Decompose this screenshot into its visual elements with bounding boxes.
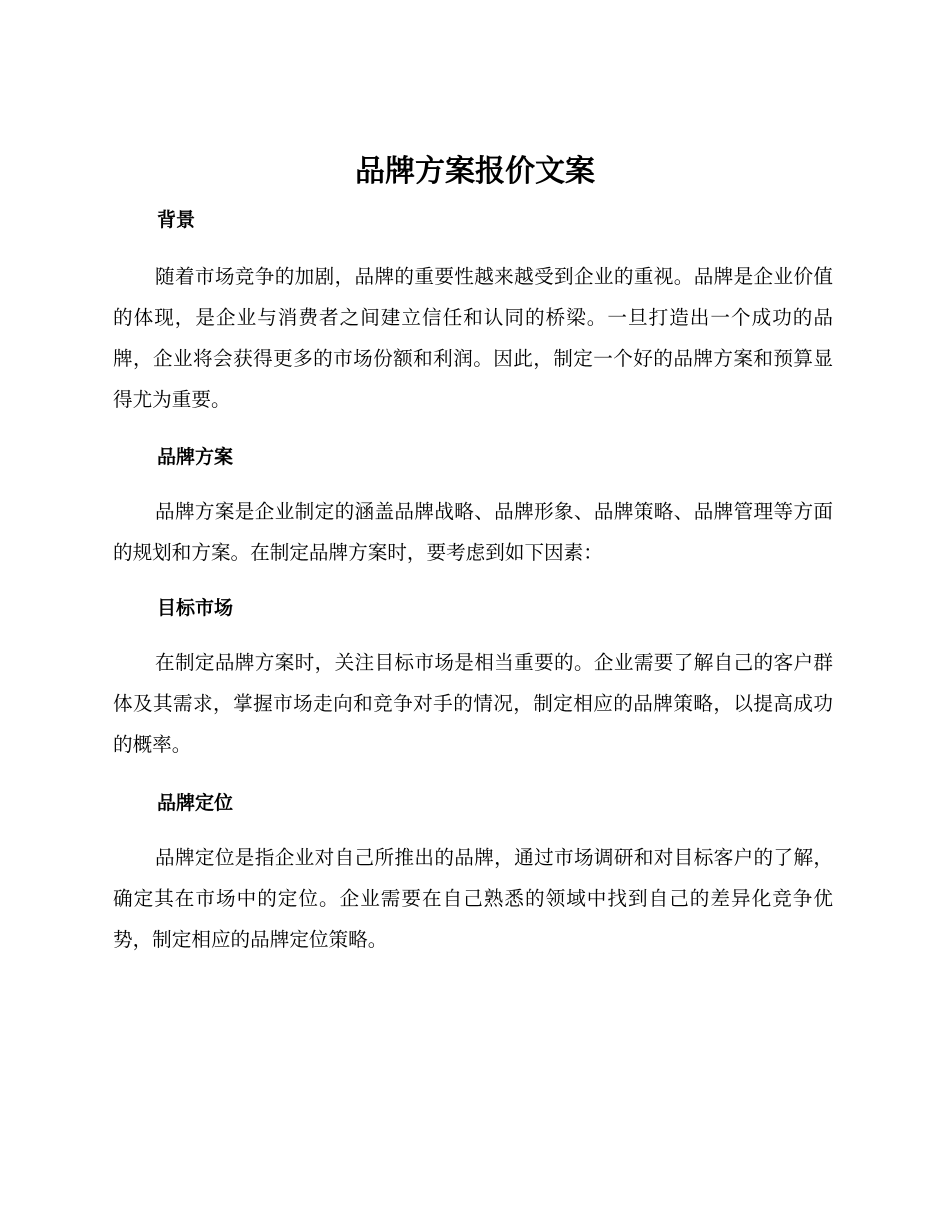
section-paragraph-brand-positioning: 品牌定位是指企业对自己所推出的品牌，通过市场调研和对目标客户的了解，确定其在市场中的定位。企业需要在自己熟悉的领域中找到自己的差异化竞争优势，制定相应的品牌定位策略。 [113,846,833,951]
section-heading-background: 背景 [157,209,196,231]
section-heading-target-market: 目标市场 [157,597,234,619]
section-paragraph-target-market: 在制定品牌方案时，关注目标市场是相当重要的。企业需要了解自己的客户群体及其需求，掌握市场走向和竞争对手的情况，制定相应的品牌策略，以提高成功的概率。 [113,651,833,756]
section-heading-brand-positioning: 品牌定位 [157,792,234,814]
section-heading-brand-plan: 品牌方案 [157,446,234,468]
document-title: 品牌方案报价文案 [355,154,595,189]
section-paragraph-brand-plan: 品牌方案是企业制定的涵盖品牌战略、品牌形象、品牌策略、品牌管理等方面的规划和方案。在制定品牌方案时，要考虑到如下因素： [113,500,833,564]
section-paragraph-background: 随着市场竞争的加剧，品牌的重要性越来越受到企业的重视。品牌是企业价值的体现，是企业与消费者之间建立信任和认同的桥梁。一旦打造出一个成功的品牌，企业将会获得更多的市场份额和利润。因此，制定一个好的品牌方案和预算显得尤为重要。 [113,265,833,411]
